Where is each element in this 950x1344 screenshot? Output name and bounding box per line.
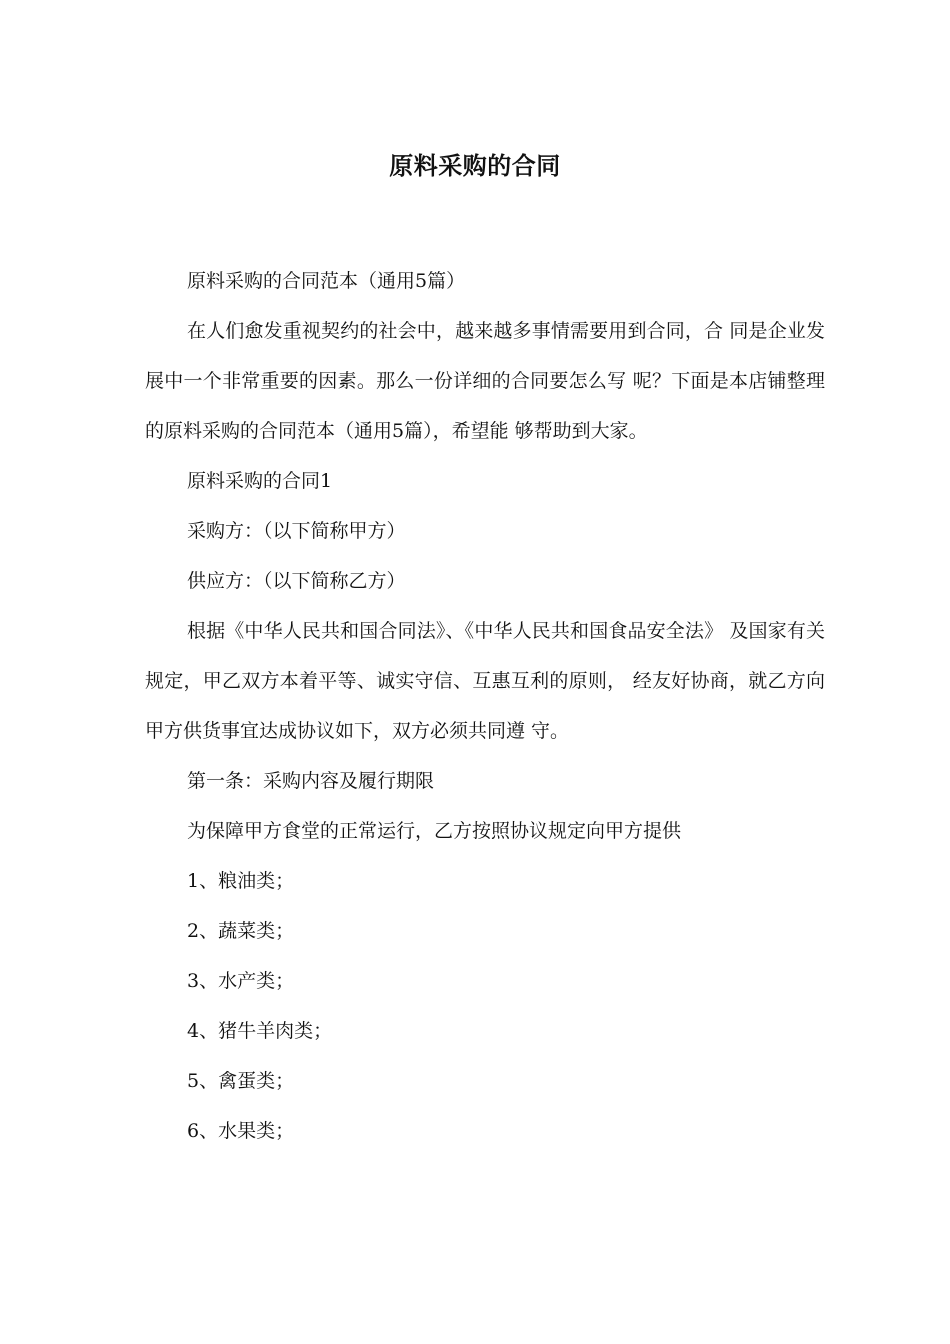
- paragraph-supply-intro: 为保障甲方食堂的正常运行，乙方按照协议规定向甲方提供: [187, 820, 682, 842]
- paragraph-contract-heading: 原料采购的合同1: [187, 470, 333, 492]
- paragraph-supplier: 供应方：（以下简称乙方）: [187, 570, 406, 592]
- paragraph-legal-basis: 根据《中华人民共和国合同法》、《中华人民共和国食品安全法》 及国家有关规定，甲乙双方本着平等、诚实守信、互惠互利的原则， 经友好协商，就乙方向甲方供货事宜达成协议如下，双方必须共同遵 守。: [145, 620, 825, 742]
- list-item: 1、粮油类；: [187, 870, 295, 892]
- paragraph-intro: 在人们愈发重视契约的社会中，越来越多事情需要用到合同，合 同是企业发展中一个非常重要的因素。那么一份详细的合同要怎么写 呢？下面是本店铺整理的原料采购的合同范本（通用5篇），希望能 够帮助到大家。: [145, 320, 825, 442]
- paragraph-purchaser: 采购方：（以下简称甲方）: [187, 520, 406, 542]
- list-item: 4、猪牛羊肉类；: [187, 1020, 333, 1042]
- list-item: 2、蔬菜类；: [187, 920, 295, 942]
- paragraph-article-one: 第一条：采购内容及履行期限: [187, 770, 435, 792]
- document-title: 原料采购的合同: [389, 151, 561, 180]
- list-item: 5、禽蛋类；: [187, 1070, 295, 1092]
- list-item: 3、水产类；: [187, 970, 295, 992]
- document-body: [145, 256, 825, 1156]
- paragraph-subtitle: 原料采购的合同范本（通用5篇）: [187, 270, 466, 292]
- list-item: 6、水果类；: [187, 1120, 295, 1142]
